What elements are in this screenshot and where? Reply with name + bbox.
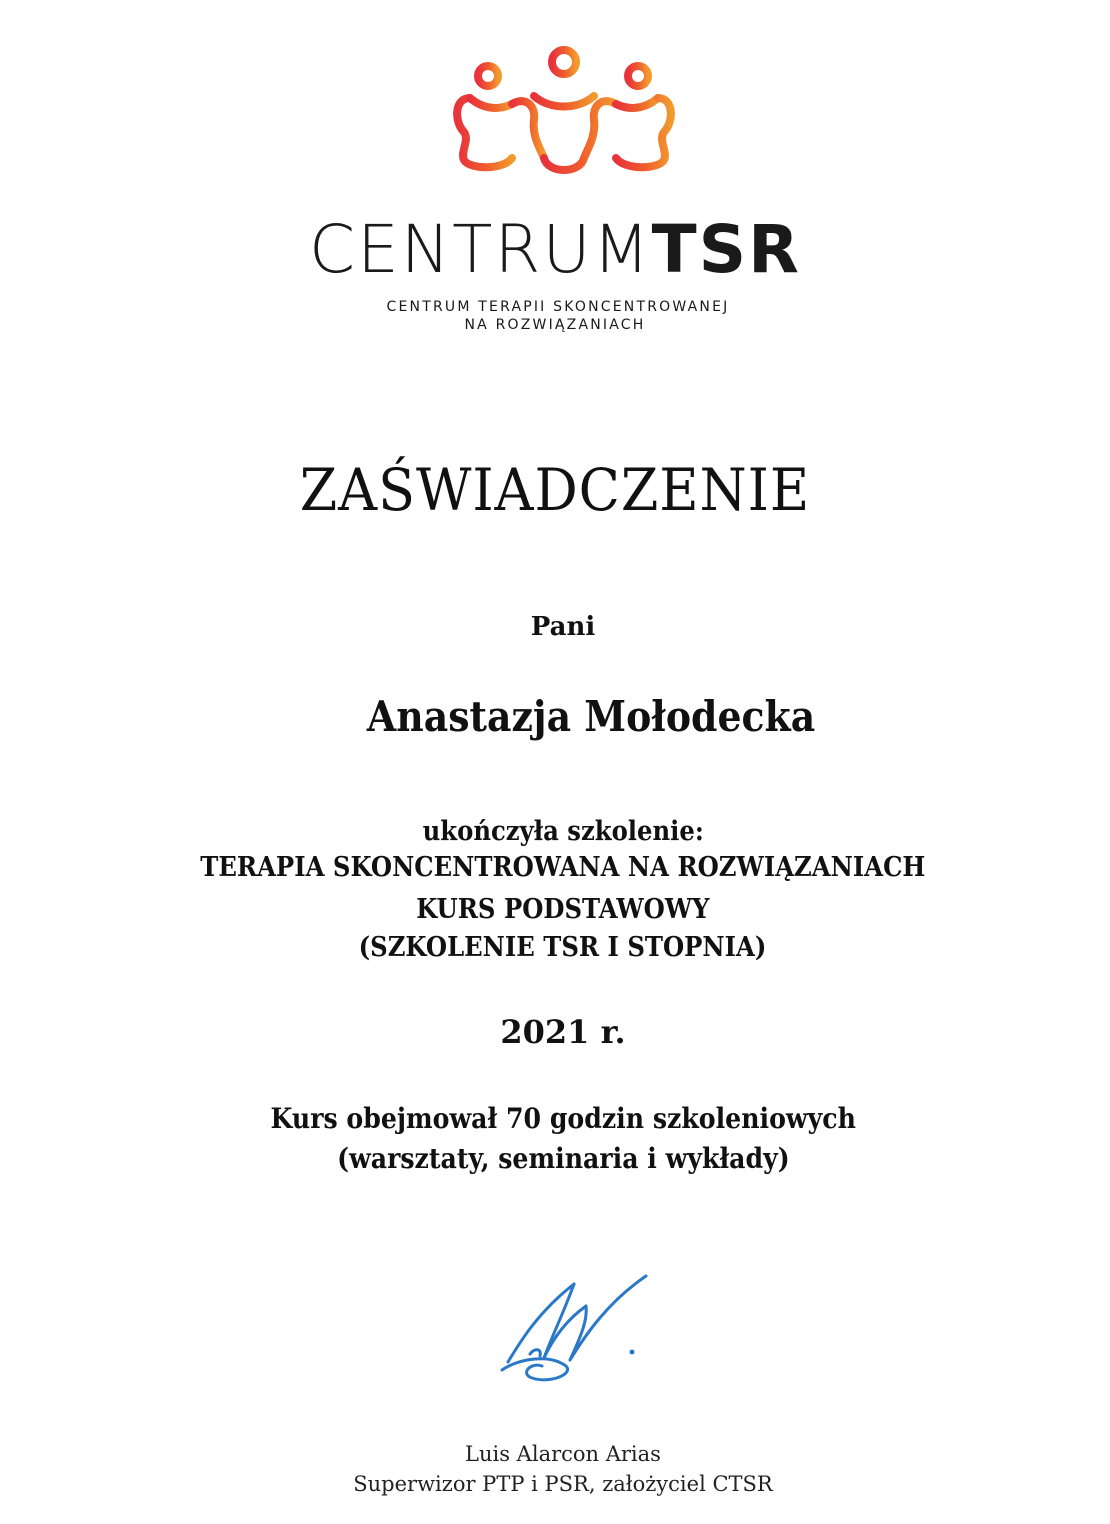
course-name-line-1 [8,850,1110,886]
brand-subtitle-line-2: NA ROZWIĄZANIACH [464,317,646,333]
brand-light-text: CENTRUM [309,211,652,288]
course-name-line-2 [8,892,1110,928]
certificate-title: ZAŚWIADCZENIE [299,456,811,524]
hours-line-2 [8,1140,1110,1178]
centrum-tsr-logo-icon [440,40,690,190]
brand-wordmark [0,210,1110,290]
course-name-line-2-text: KURS PODSTAWOWY [416,894,710,925]
salutation: Pani [530,612,596,642]
signature-icon [490,1262,660,1392]
hours-line-2-text: (warsztaty, seminaria i wykłady) [336,1142,790,1175]
completed-text [8,814,1110,850]
signatory-name: Luis Alarcon Arias [465,1442,661,1466]
recipient-name [36,690,1110,744]
brand-subtitle-line-1: CENTRUM TERAPII SKONCENTROWANEJ [386,299,730,315]
hours-line-1-text: Kurs obejmował 70 godzin szkoleniowych [270,1102,856,1135]
recipient-name-text: Anastazja Mołodecka [366,692,816,741]
hours-line-1 [8,1100,1110,1138]
signatory-role: Superwizor PTP i PSR, założyciel CTSR [353,1472,773,1496]
completed-text-span: ukończyła szkolenie: [422,816,704,847]
course-name-line-3-text: (SZKOLENIE TSR I STOPNIA) [359,932,767,963]
course-name-line-3 [8,930,1110,966]
course-year: 2021 r. [500,1013,626,1051]
course-name-line-1-text: TERAPIA SKONCENTROWANA NA ROZWIĄZANIACH [200,852,926,883]
brand-bold-text: TSR [651,211,801,288]
